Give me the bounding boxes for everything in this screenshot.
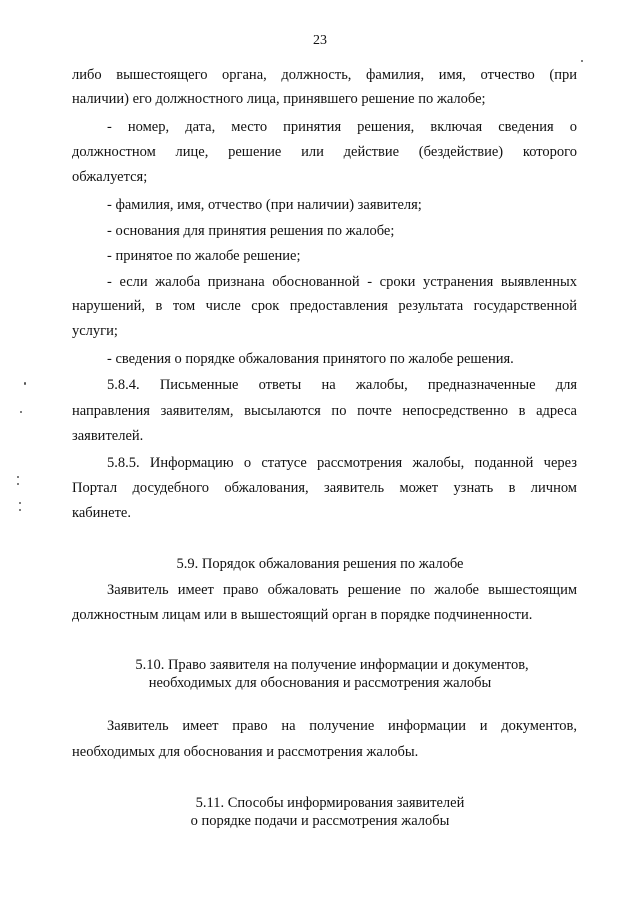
- text-line: Портал досудебного обжалования, заявитель может узнать в личном: [72, 480, 577, 496]
- list-item: - номер, дата, место принятия решения, включая сведения о: [107, 119, 577, 135]
- text-line: направления заявителям, высылаются по почте непосредственно в адреса: [72, 403, 577, 419]
- list-item: - фамилия, имя, отчество (при наличии) заявителя;: [107, 197, 422, 213]
- list-item: - принятое по жалобе решение;: [107, 248, 301, 264]
- section-heading-5-9: 5.9. Порядок обжалования решения по жалобе: [176, 556, 464, 572]
- section-heading-5-11: 5.11. Способы информирования заявителей: [195, 795, 465, 811]
- paragraph-5-10: Заявитель имеет право на получение информации и документов,: [107, 718, 577, 734]
- text-line: должностным лицам или в вышестоящий орган в порядке подчиненности.: [72, 607, 533, 623]
- text-line: заявителей.: [72, 428, 144, 444]
- list-item: - если жалоба признана обоснованной - сроки устранения выявленных: [107, 274, 577, 290]
- text-line: наличии) его должностного лица, принявшего решение по жалобе;: [72, 91, 486, 107]
- scan-speck: [17, 476, 19, 478]
- scan-speck: [20, 411, 22, 413]
- text-line: должностном лице, решение или действие (бездействие) которого: [72, 144, 577, 160]
- paragraph-5-9: Заявитель имеет право обжаловать решение по жалобе вышестоящим: [107, 582, 577, 598]
- scan-speck: [17, 483, 19, 485]
- text-line: кабинете.: [72, 505, 131, 521]
- text-line: нарушений, в том числе срок предоставления результата государственной: [72, 298, 577, 314]
- paragraph-5-8-5: 5.8.5. Информацию о статусе рассмотрения жалобы, поданной через: [107, 455, 577, 471]
- text-line: обжалуется;: [72, 169, 148, 185]
- scan-speck: [24, 382, 26, 385]
- list-item: - основания для принятия решения по жалобе;: [107, 223, 395, 239]
- text-line: либо вышестоящего органа, должность, фамилия, имя, отчество (при: [72, 67, 577, 83]
- section-heading-5-10: 5.10. Право заявителя на получение информации и документов,: [135, 657, 529, 673]
- section-heading-5-11-line2: о порядке подачи и рассмотрения жалобы: [190, 813, 450, 829]
- page-number: 23: [313, 33, 327, 48]
- scan-speck: [19, 509, 21, 511]
- list-item: - сведения о порядке обжалования принятого по жалобе решения.: [107, 351, 514, 367]
- scan-speck: [19, 502, 21, 504]
- text-line: необходимых для обоснования и рассмотрения жалобы.: [72, 744, 419, 760]
- scan-speck: [581, 60, 583, 62]
- text-line: услуги;: [72, 323, 118, 339]
- paragraph-5-8-4: 5.8.4. Письменные ответы на жалобы, предназначенные для: [107, 377, 577, 393]
- section-heading-5-10-line2: необходимых для обоснования и рассмотрения жалобы: [148, 675, 492, 691]
